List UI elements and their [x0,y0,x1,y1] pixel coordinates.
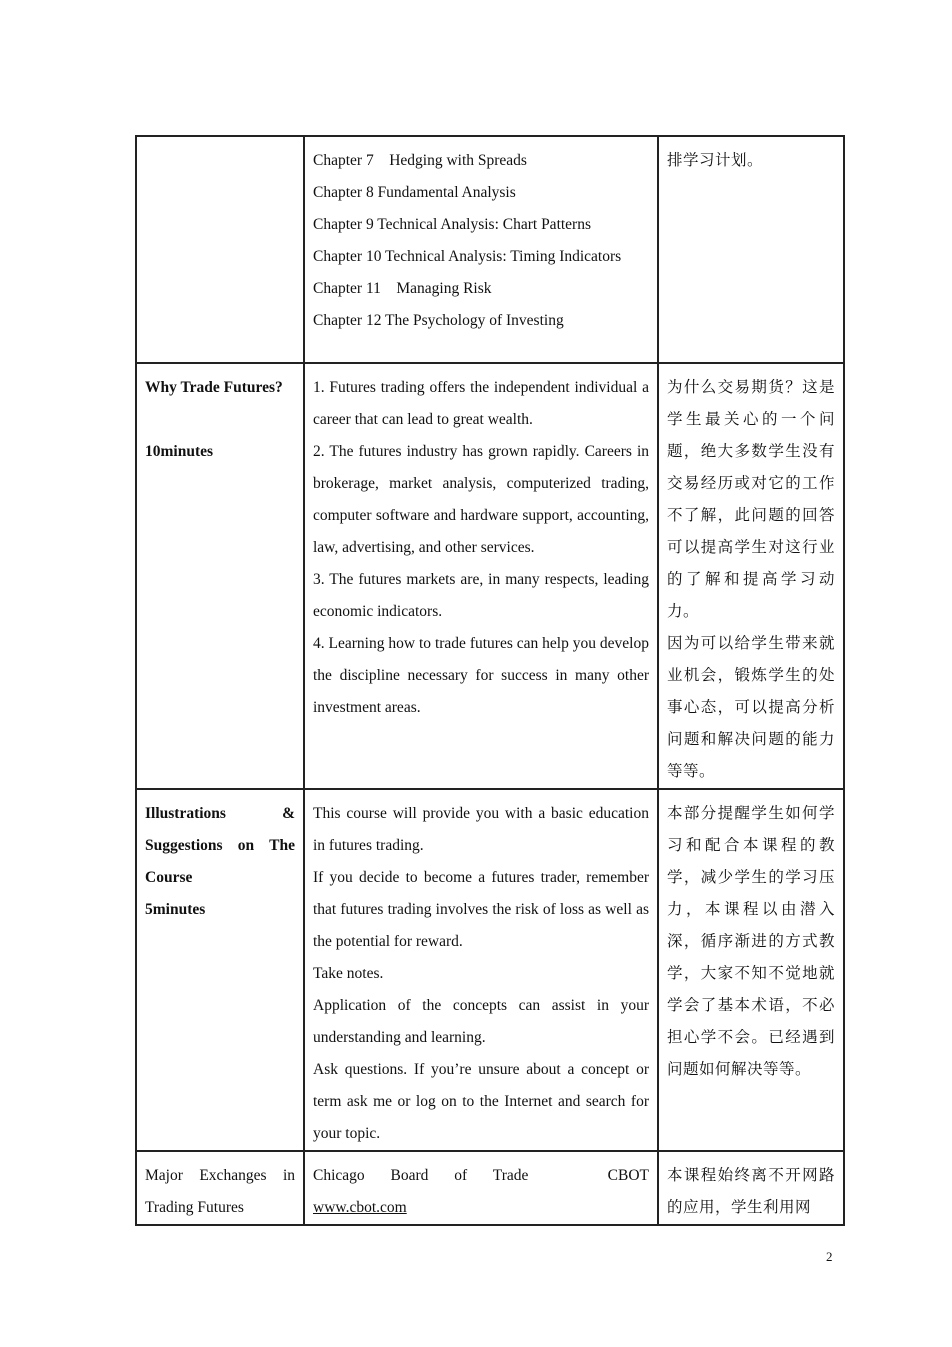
chapter-line: Chapter 12 The Psychology of Investing [313,312,564,329]
section-duration: 10minutes [145,443,214,460]
reason-item: 3. The futures markets are, in many respects, leading economic indicators. [313,571,649,620]
row3-col2-cell [304,789,658,1151]
suggestion-item: Ask questions. If you’re unsure about a concept or term ask me or log on to the Internet and search for your topic. [313,1061,649,1142]
table-row [136,136,844,363]
chapter-line: Chapter 7 Hedging with Spreads [313,152,527,169]
exchange-url-link[interactable]: www.cbot.com [313,1199,407,1216]
suggestion-item: This course will provide you with a basic education in futures trading. [313,805,649,854]
row1-col1-cell [136,136,304,363]
row3-notes-cell: 本部分提醒学生如何学习和配合本课程的教学，减少学生的学习压力，本课程以由潜入深，循序渐进的方式教学，大家不知不觉地就学会了基本术语，不必担心学不会。已经遇到问题如何解决等等。 [658,789,844,1151]
exchange-name: Chicago Board of Trade [313,1167,529,1184]
chapter-line: Chapter 10 Technical Analysis: Timing Indicators [313,248,622,265]
row2-col1-cell [136,363,304,789]
chapter-line: Chapter 9 Technical Analysis: Chart Patterns [313,216,592,233]
suggestion-item: If you decide to become a futures trader, remember that futures trading involves the risk of loss as well as the potential for reward. [313,869,649,950]
suggestion-item: Application of the concepts can assist in your understanding and learning. [313,997,649,1046]
page-number: 2 [826,1249,833,1264]
note-paragraph: 因为可以给学生带来就业机会，锻炼学生的处事心态，可以提高分析问题和解决问题的能力等等。 [667,635,835,780]
row4-notes-cell: 本课程始终离不开网路的应用，学生利用网 [658,1151,844,1225]
reason-item: 2. The futures industry has grown rapidly. Careers in brokerage, market analysis, computerized trading, computer software and hardware support, accounting, law, advertising, and other services. [313,443,649,556]
exchange-abbr: CBOT [607,1167,649,1184]
section-duration: 5minutes [145,901,206,918]
row1-col2-cell [304,136,658,363]
reason-item: 1. Futures trading offers the independent individual a career that can lead to great wealth. [313,379,649,428]
note-paragraph: 为什么交易期货？这是学生最关心的一个问题，绝大多数学生没有交易经历或对它的工作不了解，此问题的回答可以提高学生对这行业的了解和提高学习动力。 [667,379,835,620]
row2-col2-cell [304,363,658,789]
suggestion-item: Take notes. [313,965,384,982]
reason-item: 4. Learning how to trade futures can help you develop the discipline necessary for success in many other investment areas. [313,635,649,716]
row1-notes-cell: 排学习计划。 [658,136,844,363]
row4-col2-cell [304,1151,658,1225]
course-plan-table [135,135,845,1226]
section-title: Why Trade Futures? [145,379,283,396]
table-row [136,363,844,789]
table-row [136,789,844,1151]
chapter-line: Chapter 8 Fundamental Analysis [313,184,516,201]
chapter-line: Chapter 11 Managing Risk [313,280,492,297]
section-title: Illustrations & Suggestions on The Course [145,805,295,886]
row2-notes-cell [658,363,844,789]
table-row [136,1151,844,1225]
row3-col1-cell [136,789,304,1151]
row4-col1-cell: Major Exchanges in Trading Futures [136,1151,304,1225]
